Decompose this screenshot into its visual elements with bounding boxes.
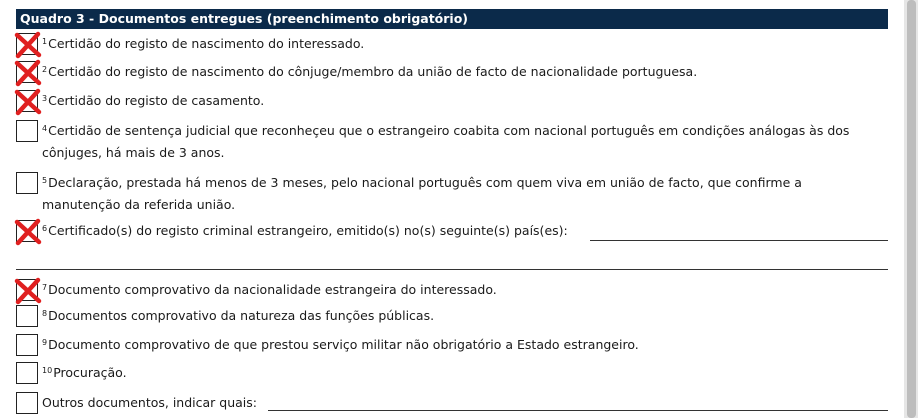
- footnote-6: 6: [42, 224, 48, 233]
- checkbox-9[interactable]: [16, 334, 38, 356]
- doc-item-5-label: $^5$Declaração, prestada há menos de 3 meses, pelo nacional português com quem viva em união de facto, que confirme a: [42, 175, 802, 190]
- checkbox-5[interactable]: [16, 172, 38, 194]
- checkbox-6[interactable]: [16, 220, 38, 242]
- scrollbar-thumb[interactable]: [907, 0, 916, 418]
- footnote-1: 1: [42, 37, 48, 46]
- doc-item-10-label: $^{10}$Procuração.: [42, 365, 127, 380]
- doc-item-7-label: $^7$Documento comprovativo da nacionalidade estrangeira do interessado.: [42, 282, 497, 297]
- doc-item-3-label: $^3$Certidão do registo de casamento.: [42, 93, 265, 108]
- checkbox-4[interactable]: [16, 120, 38, 142]
- check-mark-icon: [14, 218, 42, 246]
- doc-item-other-label: Outros documentos, indicar quais:: [42, 395, 257, 410]
- footnote-3: 3: [42, 94, 48, 103]
- scrollbar[interactable]: [904, 0, 918, 418]
- check-mark-icon: [14, 59, 42, 87]
- doc-item-4-label: $^4$Certidão de sentença judicial que reconheçeu que o estrangeiro coabita com nacional português em condições análogas às dos: [42, 123, 850, 138]
- footnote-9: 9: [42, 338, 48, 347]
- checkbox-7[interactable]: [16, 279, 38, 301]
- check-mark-icon: [14, 277, 42, 305]
- checkbox-3[interactable]: [16, 90, 38, 112]
- doc-item-2-label: $^2$Certidão do registo de nascimento do cônjuge/membro da união de facto de nacionalidade portuguesa.: [42, 64, 698, 79]
- section-header: Quadro 3 - Documentos entregues (preenchimento obrigatório): [16, 9, 888, 29]
- countries-input-line-1[interactable]: [590, 240, 888, 241]
- footnote-7: 7: [42, 283, 48, 292]
- checkbox-10[interactable]: [16, 362, 38, 384]
- footnote-5: 5: [42, 176, 48, 185]
- check-mark-icon: [14, 31, 42, 59]
- footnote-2: 2: [42, 65, 48, 74]
- other-docs-input-line[interactable]: [268, 410, 888, 411]
- doc-item-9-label: $^9$Documento comprovativo de que prestou serviço militar não obrigatório a Estado estrangeiro.: [42, 337, 639, 352]
- checkbox-8[interactable]: [16, 305, 38, 327]
- checkbox-2[interactable]: [16, 61, 38, 83]
- doc-item-4-label-cont: cônjuges, há mais de 3 anos.: [42, 145, 225, 160]
- countries-input-line-2[interactable]: [16, 269, 888, 270]
- doc-item-8-label: $^8$Documentos comprovativo da natureza das funções públicas.: [42, 308, 435, 323]
- doc-item-1-label: $^1$Certidão do registo de nascimento do interessado.: [42, 36, 365, 51]
- checkbox-other[interactable]: [16, 392, 38, 414]
- footnote-10: 10: [42, 366, 53, 375]
- check-mark-icon: [14, 88, 42, 116]
- footnote-4: 4: [42, 124, 48, 133]
- doc-item-5-label-cont: manutenção da referida união.: [42, 197, 236, 212]
- checkbox-1[interactable]: [16, 33, 38, 55]
- footnote-8: 8: [42, 309, 48, 318]
- doc-item-6-label: $^6$Certificado(s) do registo criminal estrangeiro, emitido(s) no(s) seguinte(s) país(es):: [42, 223, 568, 238]
